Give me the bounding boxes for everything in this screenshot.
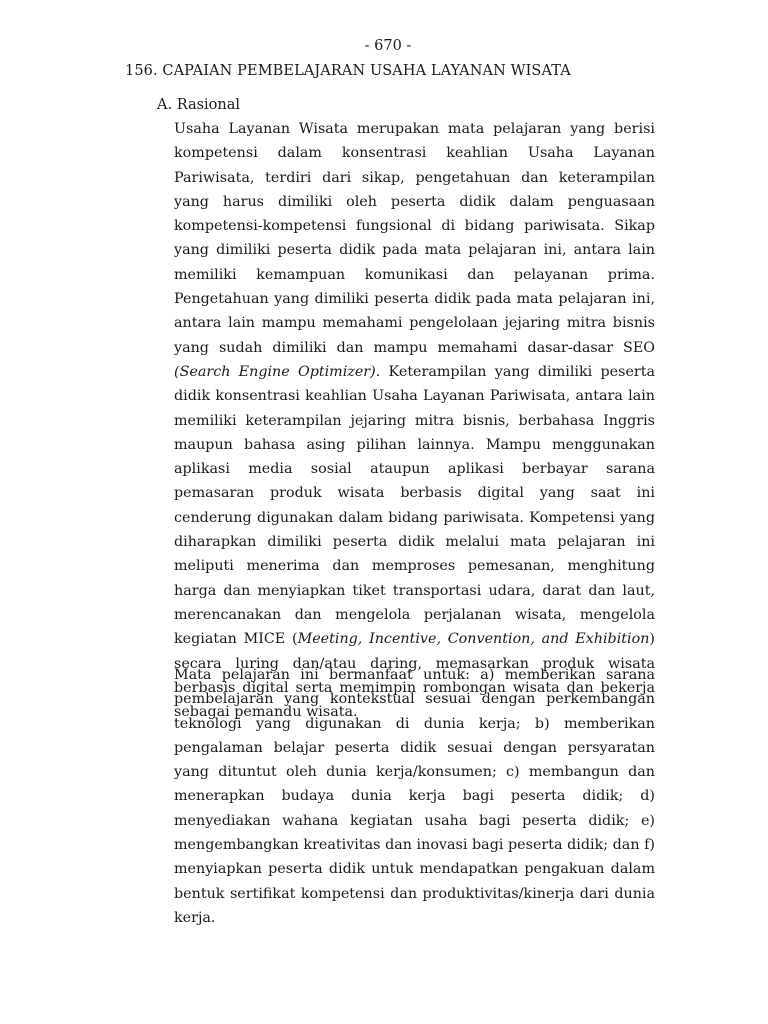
page-number: - 670 - (364, 38, 412, 54)
paragraph-1-text-a: Usaha Layanan Wisata merupakan mata pelajaran yang berisi kompetensi dalam konsentrasi keahlian Usaha Layanan Pariwisata, terdiri dari sikap, pengetahuan dan keterampilan yang harus dimiliki oleh peserta didik dalam penguasaan kompetensi-kompetensi fungsional di bidang pariwisata. Sikap yang dimiliki peserta didik pada mata pelajaran ini, antara lain memiliki kemampuan komunikasi dan pelayanan prima. Pengetahuan yang dimiliki peserta didik pada mata pelajaran ini, antara lain mampu memahami pengelolaan jejaring mitra bisnis yang sudah dimiliki dan mampu memahami dasar-dasar SEO (174, 121, 655, 356)
paragraph-1-text-c: ) secara luring dan/atau daring, memasarkan produk wisata berbasis digital serta memimpin rombongan wisata dan bekerja sebagai pemandu wisata. (174, 631, 655, 721)
rationale-paragraph-1 (174, 117, 655, 724)
section-heading: A. Rasional (157, 97, 241, 113)
seo-definition: (Search Engine Optimizer). (174, 363, 381, 380)
document-title: 156. CAPAIAN PEMBELAJARAN USAHA LAYANAN WISATA (125, 63, 571, 79)
rationale-paragraph-2 (174, 663, 655, 930)
paragraph-1-text-b: Keterampilan yang dimiliki peserta didik konsentrasi keahlian Usaha Layanan Pariwisata, antara lain memiliki keterampilan jejaring mitra bisnis, berbahasa Inggris maupun bahasa asing pilihan lainnya. Mampu menggunakan aplikasi media sosial ataupun aplikasi berbayar sarana pemasaran produk wisata berbasis digital yang saat ini cenderung digunakan dalam bidang pariwisata. Kompetensi yang diharapkan dimiliki peserta didik melalui mata pelajaran ini meliputi menerima dan memproses pemesanan, menghitung harga dan menyiapkan tiket transportasi udara, darat dan laut, merencanakan dan mengelola perjalanan wisata, mengelola kegiatan MICE ( (174, 363, 656, 648)
mice-definition: Meeting, Incentive, Convention, and Exhibition (297, 631, 650, 648)
paragraph-2-text: Mata pelajaran ini bermanfaat untuk: a) memberikan sarana pembelajaran yang kontekstual sesuai dengan perkembangan teknologi yang digunakan di dunia kerja; b) memberikan pengalaman belajar peserta didik sesuai dengan persyaratan yang dituntut oleh dunia kerja/konsumen; c) membangun dan menerapkan budaya dunia kerja bagi peserta didik; d) menyediakan wahana kegiatan usaha bagi peserta didik; e) mengembangkan kreativitas dan inovasi bagi peserta didik; dan f) menyiapkan peserta didik untuk mendapatkan pengakuan dalam bentuk sertifikat kompetensi dan produktivitas/kinerja dari dunia kerja. (174, 667, 655, 926)
